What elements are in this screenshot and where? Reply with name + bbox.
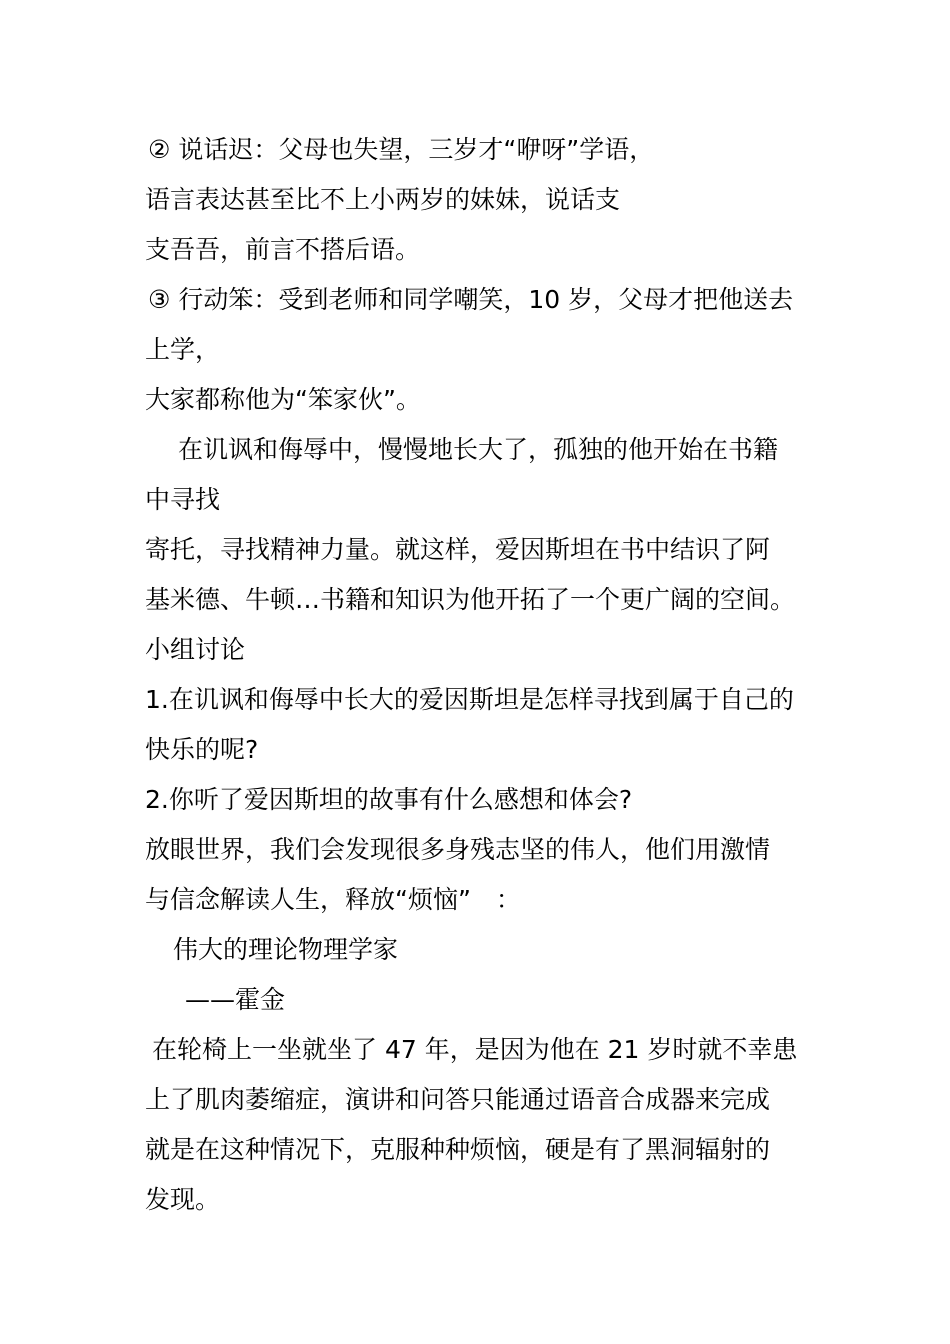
question-1: 1.在讥讽和侮辱中长大的爱因斯坦是怎样寻找到属于自己的 — [145, 685, 794, 714]
text-line-21: 就是在这种情况下，克服种种烦恼，硬是有了黑洞辐射的 — [145, 1135, 771, 1164]
text-line-22: 发现。 — [145, 1185, 221, 1214]
text-line-9: 寄托，寻找精神力量。就这样，爱因斯坦在书中结识了阿 — [145, 535, 771, 564]
text-line-6: 大家都称他为“笨家伙”。 — [145, 385, 421, 414]
question-1-cont: 快乐的呢? — [145, 735, 259, 764]
text-line-20: 上了肌肉萎缩症，演讲和问答只能通过语音合成器来完成 — [145, 1085, 771, 1114]
text-line-8: 中寻找 — [145, 485, 221, 514]
section-heading: 小组讨论 — [145, 635, 246, 664]
text-line-2: 语言表达甚至比不上小两岁的妹妹，说话支 — [145, 185, 621, 214]
text-line-16: 与信念解读人生，释放“烦恼” ： — [145, 885, 521, 914]
text-line-7: 在讥讽和侮辱中，慢慢地长大了，孤独的他开始在书籍 — [178, 435, 779, 464]
text-line-3: 支吾吾，前言不搭后语。 — [145, 235, 421, 264]
text-line-4: ③ 行动笨：受到老师和同学嘲笑，10 岁，父母才把他送去 — [148, 285, 794, 314]
text-line-10: 基米德、牛顿…书籍和知识为他开拓了一个更广阔的空间。 — [145, 585, 796, 614]
text-line-19: 在轮椅上一坐就坐了 47 年，是因为他在 21 岁时就不幸患 — [152, 1035, 798, 1064]
text-line-1: ② 说话迟：父母也失望，三岁才“咿呀”学语， — [148, 135, 655, 164]
text-line-15: 放眼世界，我们会发现很多身残志坚的伟人，他们用激情 — [145, 835, 771, 864]
question-2: 2.你听了爱因斯坦的故事有什么感想和体会? — [145, 785, 633, 814]
subtitle-physicist: 伟大的理论物理学家 — [173, 935, 399, 964]
text-line-5: 上学， — [145, 335, 221, 364]
subtitle-name: ——霍金 — [185, 985, 286, 1014]
